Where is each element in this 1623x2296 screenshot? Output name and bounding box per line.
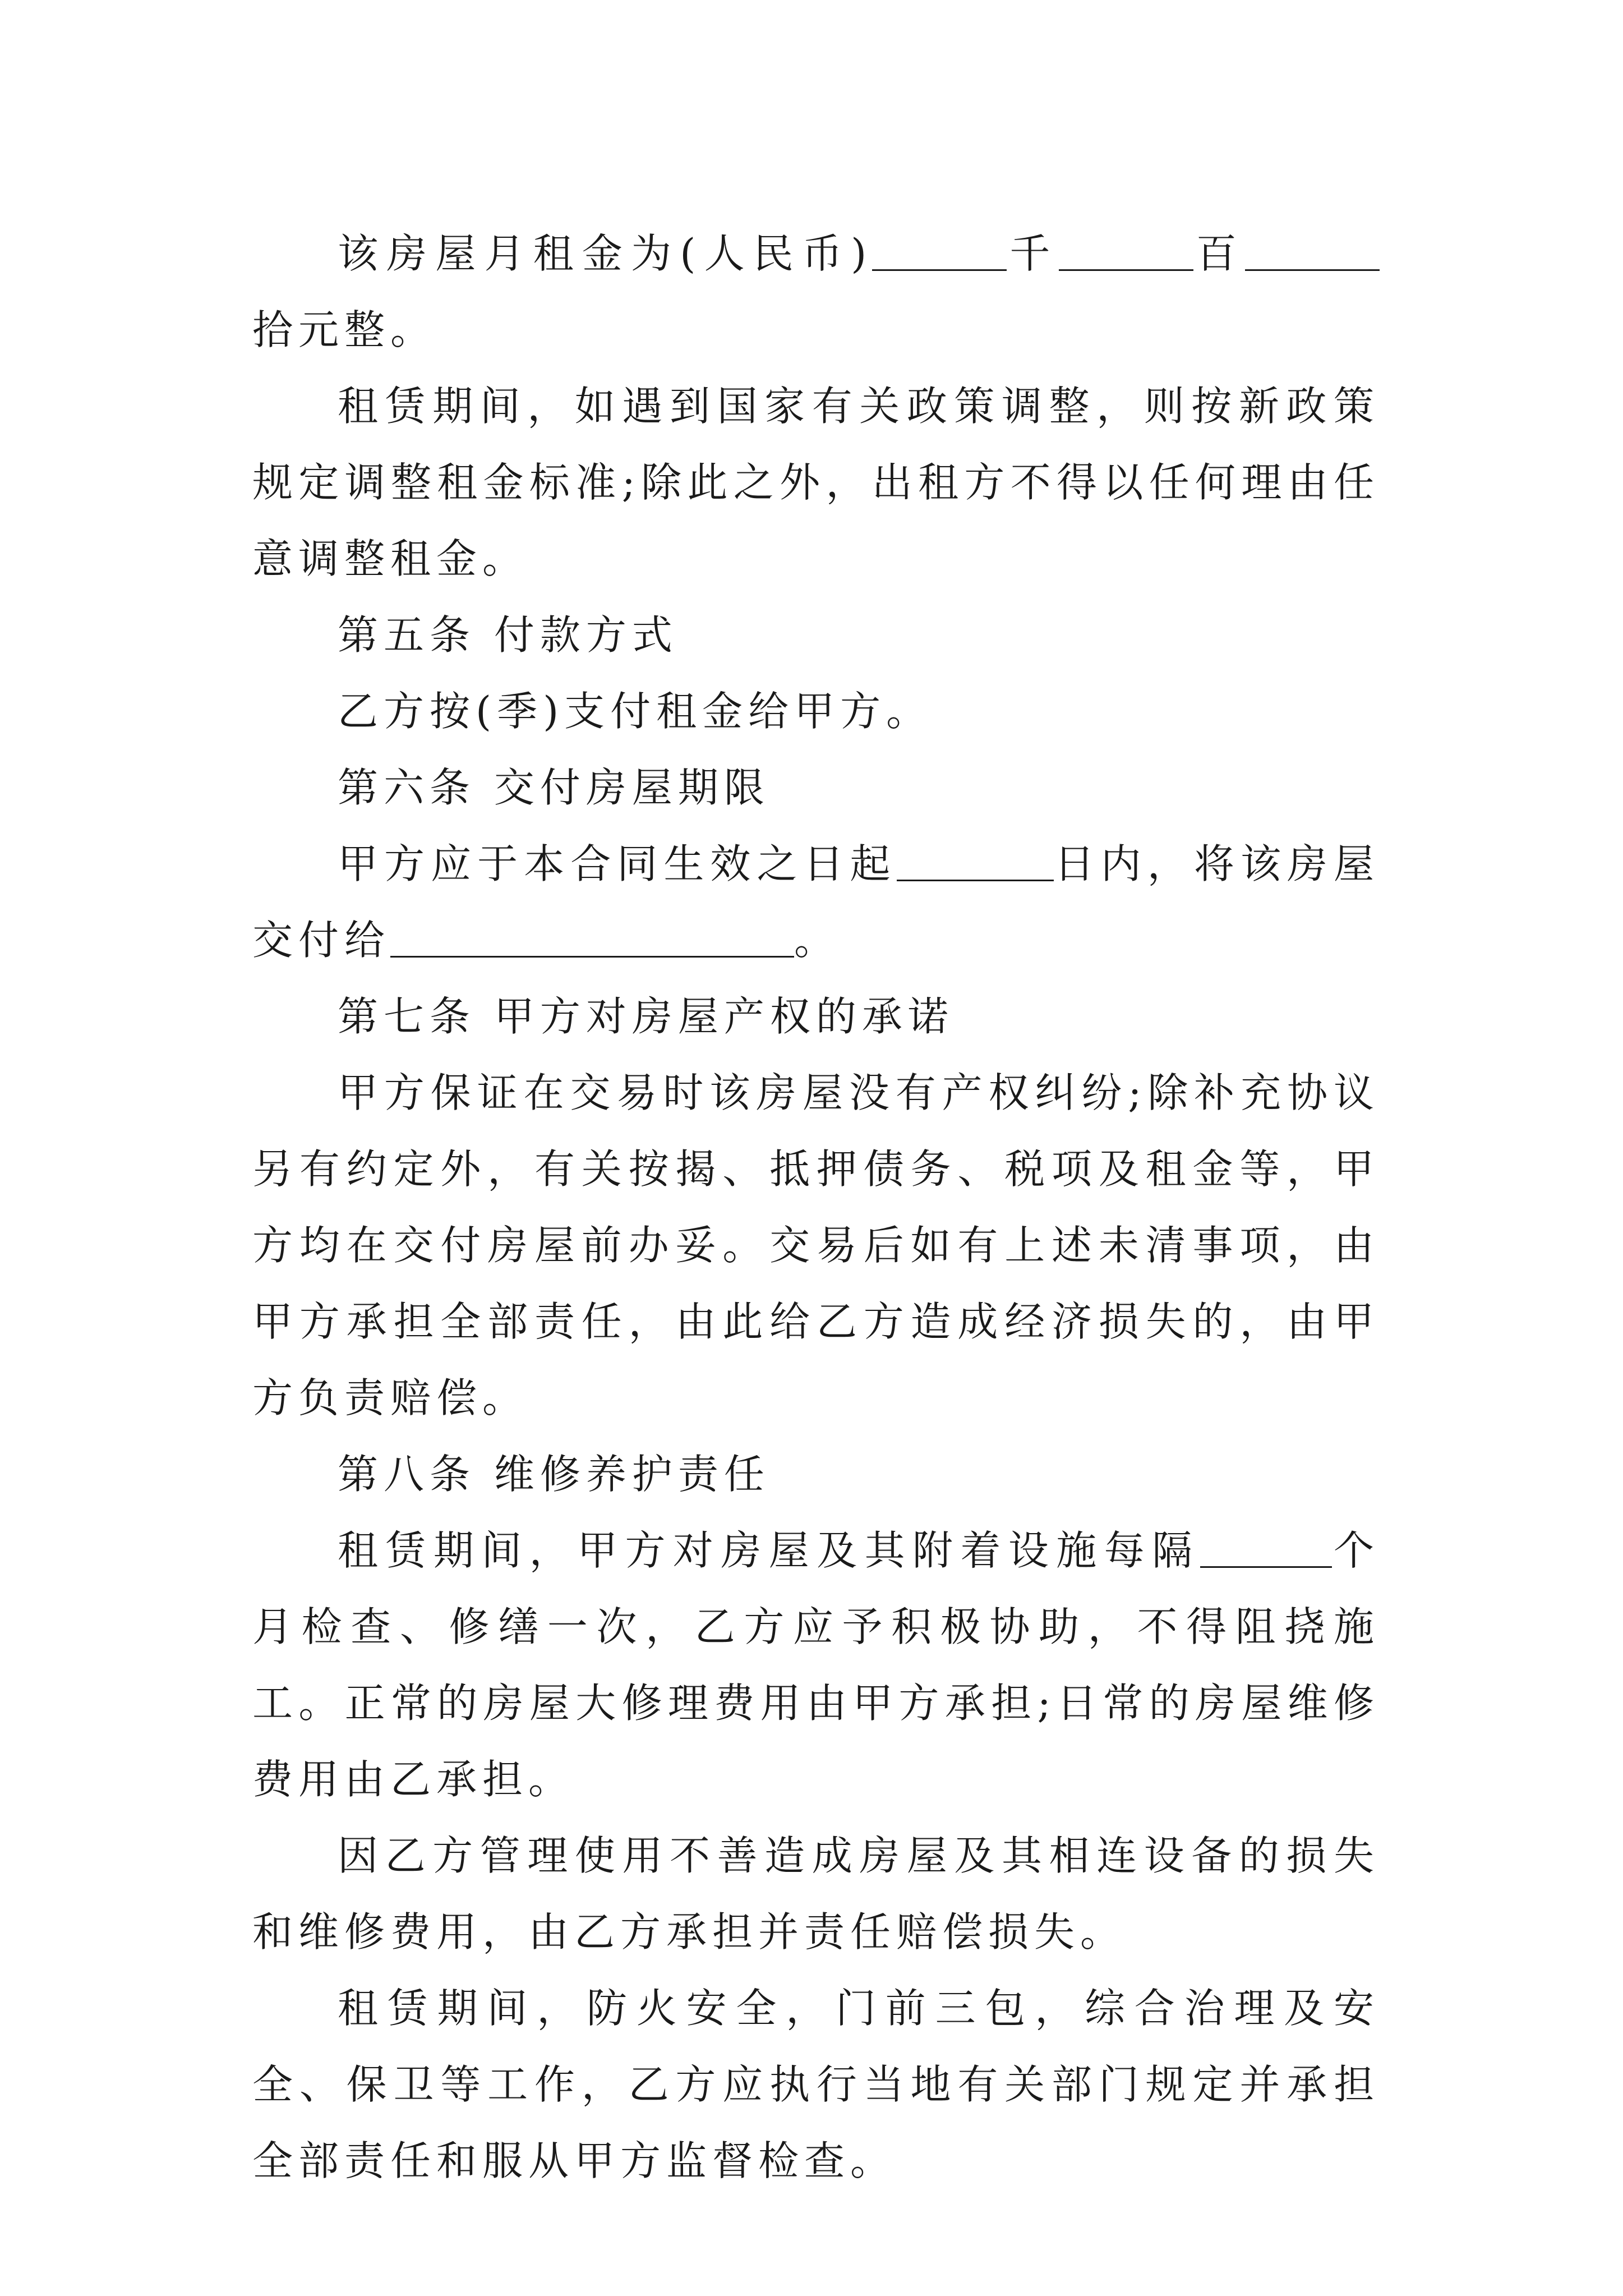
inspection-interval-blank[interactable] <box>1200 1521 1332 1568</box>
safety-responsibility-paragraph: 租赁期间，防火安全，门前三包，综合治理及安全、保卫等工作，乙方应执行当地有关部门规定并承担全部责任和服从甲方监督检查。 <box>252 1985 1380 2184</box>
rent-amount-paragraph <box>252 215 1380 368</box>
delivery-text-a: 甲方应于本合同生效之日起 <box>338 840 897 887</box>
rent-adjustment-paragraph: 租赁期间，如遇到国家有关政策调整，则按新政策规定调整租金标准;除此之外，出租方不得以任何理由任意调整租金。 <box>252 383 1380 582</box>
delivery-text-c: 。 <box>794 917 841 964</box>
maintenance-text-b: 个月检查、修缮一次，乙方应予积极协助，不得阻挠施工。正常的房屋大修理费用由甲方承担;日常的房屋维修费用由乙承担。 <box>252 1527 1380 1803</box>
delivery-days-blank[interactable] <box>897 835 1054 881</box>
tens-label: 拾元整。 <box>252 306 437 353</box>
maintenance-paragraph <box>252 1512 1380 1818</box>
tens-blank[interactable] <box>1245 224 1380 271</box>
maintenance-text-a: 租赁期间，甲方对房屋及其附着设施每隔 <box>338 1527 1200 1574</box>
payment-method-paragraph: 乙方按(季)支付租金给甲方。 <box>338 688 933 735</box>
property-rights-paragraph: 甲方保证在交易时该房屋没有产权纠纷;除补充协议另有约定外，有关按揭、抵押债务、税项及租金等，甲方均在交付房屋前办妥。交易后如有上述未清事项，由甲方承担全部责任，由此给乙方造成经济损失的，由甲方负责赔偿。 <box>252 1069 1380 1421</box>
rent-amount-text: 该房屋月租金为(人民币) <box>338 230 873 277</box>
article-5-heading: 第五条 付款方式 <box>338 611 678 659</box>
article-8-heading: 第八条 维修养护责任 <box>338 1451 770 1498</box>
damage-liability-paragraph: 因乙方管理使用不善造成房屋及其相连设备的损失和维修费用，由乙方承担并责任赔偿损失。 <box>252 1832 1380 1955</box>
article-7-heading: 第七条 甲方对房屋产权的承诺 <box>338 993 954 1040</box>
thousands-label: 千 <box>1007 230 1059 277</box>
article-6-heading: 第六条 交付房屋期限 <box>338 764 770 811</box>
delivery-recipient-blank[interactable] <box>390 911 794 958</box>
hundreds-label: 百 <box>1193 230 1245 277</box>
hundreds-blank[interactable] <box>1059 224 1193 271</box>
delivery-text-b: 日内，将该房屋交付给 <box>252 840 1380 964</box>
contract-page <box>252 215 1380 2199</box>
delivery-deadline-paragraph <box>252 826 1380 978</box>
thousands-blank[interactable] <box>872 224 1007 271</box>
